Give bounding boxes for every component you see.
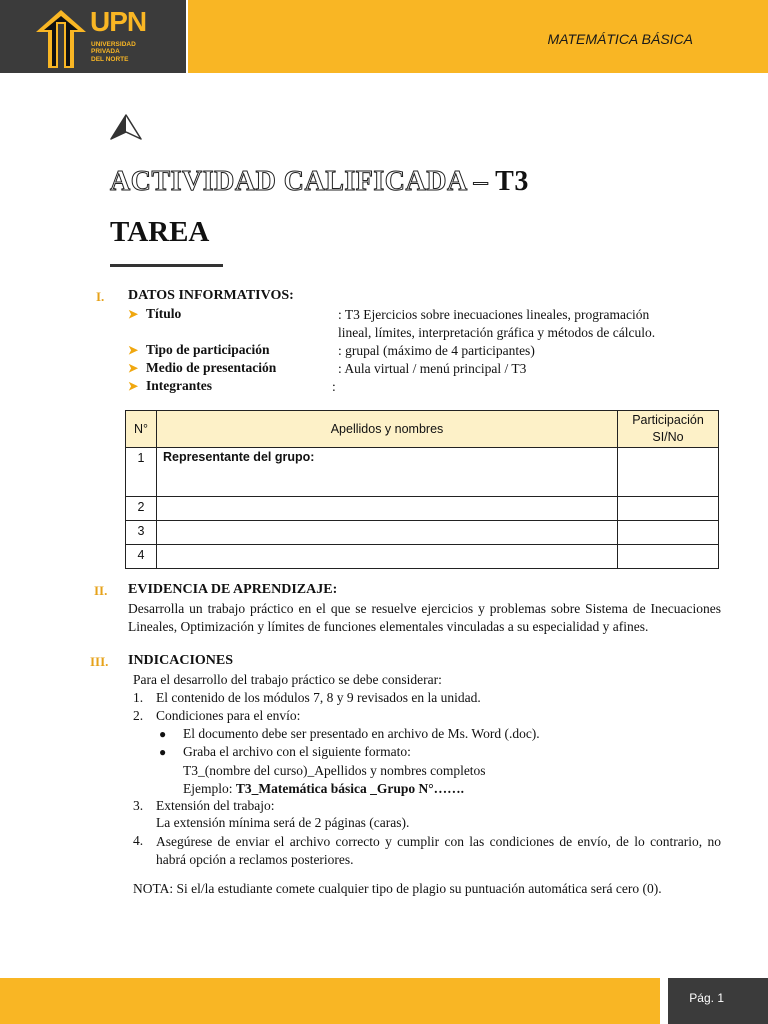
header-logo-panel: [0, 0, 186, 73]
field-label: Integrantes: [146, 378, 212, 393]
table-row: [126, 497, 719, 521]
page-number: Pág. 1: [689, 991, 724, 1005]
field-value: :: [332, 379, 336, 394]
section-number: III.: [90, 654, 109, 669]
logo-subtitle: UNIVERSIDAD PRIVADA DEL NORTE: [91, 41, 136, 63]
section-number: I.: [96, 289, 105, 304]
bullet-item: El documento debe ser presentado en archivo de Ms. Word (.doc).: [183, 726, 540, 741]
list-item-detail: La extensión mínima será de 2 páginas (caras).: [156, 815, 410, 830]
file-example: Ejemplo: T3_Matemática básica _Grupo N°…….: [183, 781, 465, 796]
table-row: [126, 545, 719, 569]
name-cell[interactable]: Representante del grupo:: [157, 448, 618, 497]
column-header-number: N°: [126, 411, 157, 448]
bullet-dot-icon: ●: [159, 727, 167, 741]
note-text: NOTA: Si el/la estudiante comete cualquier tipo de plagio su puntuación automática será cero (0).: [133, 881, 662, 896]
intro-text: Para el desarrollo del trabajo práctico se debe considerar:: [133, 672, 442, 687]
bullet-item: Graba el archivo con el siguiente formato:: [183, 744, 411, 759]
column-header-participation: Participación SI/No: [618, 411, 719, 448]
list-item: Condiciones para el envío:: [156, 708, 301, 723]
title-underline: [110, 264, 223, 267]
navigation-arrow-icon: [110, 114, 142, 140]
list-item: Extensión del trabajo:: [156, 798, 275, 813]
section-heading: EVIDENCIA DE APRENDIZAJE:: [128, 582, 338, 597]
row-number: 1: [126, 448, 157, 497]
row-number: 2: [126, 497, 157, 521]
participation-cell[interactable]: [618, 497, 719, 521]
row-number: 4: [126, 545, 157, 569]
participation-cell[interactable]: [618, 545, 719, 569]
field-row: [128, 360, 146, 376]
table-row: [126, 521, 719, 545]
upn-logo-icon: [36, 10, 86, 68]
file-format: T3_(nombre del curso)_Apellidos y nombres completos: [183, 763, 486, 778]
members-table: [125, 410, 719, 569]
list-number: 3.: [133, 798, 144, 813]
arrowhead-bullet-icon: ➤: [128, 307, 139, 321]
section-number: II.: [94, 583, 108, 598]
table-row: [126, 448, 719, 497]
arrowhead-bullet-icon: ➤: [128, 361, 139, 375]
activity-code: T3: [495, 166, 529, 197]
footer-bar: [0, 978, 660, 1024]
field-row: [128, 306, 146, 322]
column-header-name: Apellidos y nombres: [157, 411, 618, 448]
participation-cell[interactable]: [618, 448, 719, 497]
name-cell[interactable]: [157, 497, 618, 521]
arrowhead-bullet-icon: ➤: [128, 343, 139, 357]
list-number: 4.: [133, 833, 144, 848]
section-heading: INDICACIONES: [128, 653, 234, 668]
course-title: MATEMÁTICA BÁSICA: [547, 31, 693, 47]
field-label: Título: [146, 306, 182, 321]
field-label: Tipo de participación: [146, 342, 270, 357]
participation-cell[interactable]: [618, 521, 719, 545]
list-item: El contenido de los módulos 7, 8 y 9 revisados en la unidad.: [156, 690, 481, 705]
list-number: 2.: [133, 708, 144, 723]
field-row: [128, 342, 146, 358]
name-cell[interactable]: [157, 521, 618, 545]
activity-title: ACTIVIDAD CALIFICADA – T3: [110, 166, 529, 197]
field-value: : grupal (máximo de 4 participantes): [338, 343, 535, 358]
list-number: 1.: [133, 690, 144, 705]
field-value: : T3 Ejercicios sobre inecuaciones lineales, programación lineal, límites, interpretación gráfica y métodos de cálculo.: [338, 307, 656, 340]
name-cell[interactable]: [157, 545, 618, 569]
arrowhead-bullet-icon: ➤: [128, 379, 139, 393]
list-item: Asegúrese de enviar el archivo correcto y cumplir con las condiciones de envío, de lo contrario, no habrá opción a reclamos posteriores.: [156, 834, 721, 867]
section-body: Desarrolla un trabajo práctico en el que se resuelve ejercicios y problemas sobre Sistema de Inecuaciones Lineales, Optimización y límites de funciones elementales vinculadas a su especialidad y afines.: [128, 601, 721, 634]
section-heading: DATOS INFORMATIVOS:: [128, 288, 294, 303]
table-header-row: [126, 411, 719, 448]
field-value: : Aula virtual / menú principal / T3: [338, 361, 527, 376]
row-number: 3: [126, 521, 157, 545]
field-row: [128, 378, 146, 394]
logo-text: UPN: [90, 6, 147, 37]
field-label: Medio de presentación: [146, 360, 277, 375]
activity-subtitle: TAREA: [110, 216, 210, 248]
bullet-dot-icon: ●: [159, 745, 167, 759]
